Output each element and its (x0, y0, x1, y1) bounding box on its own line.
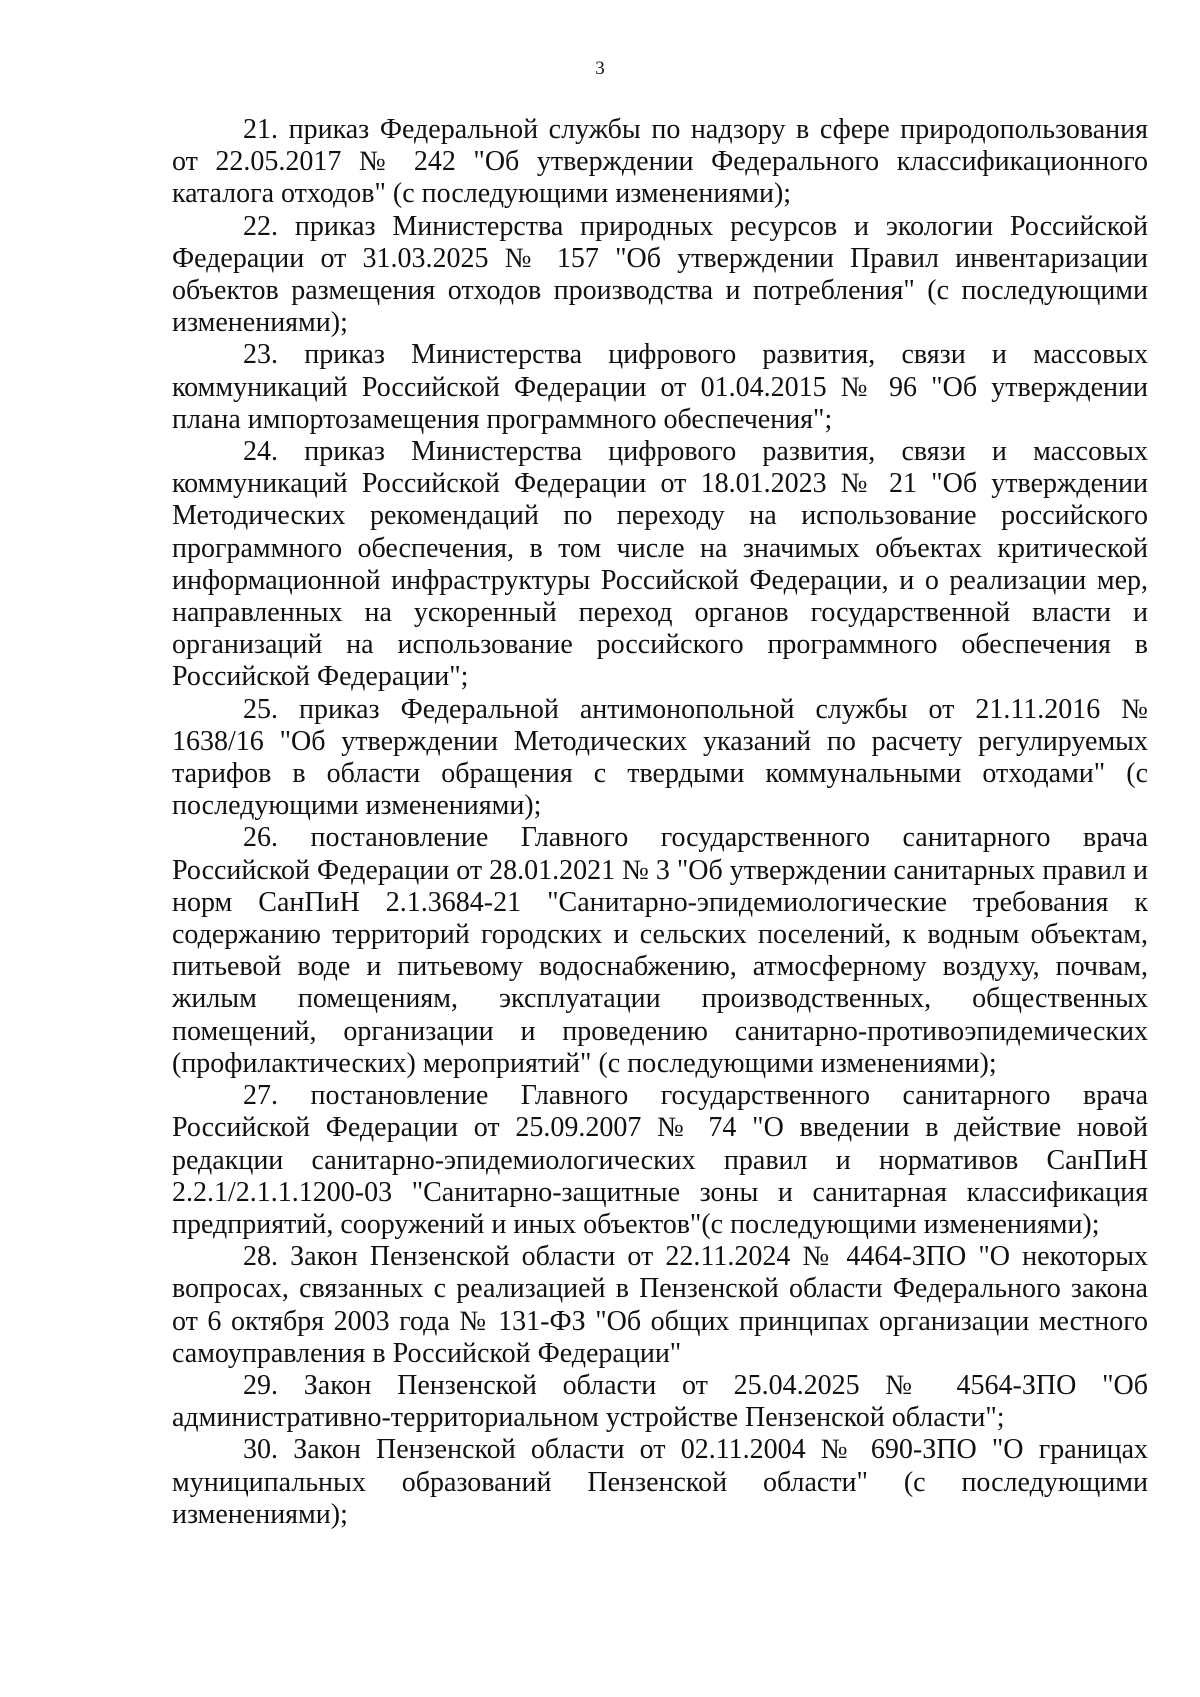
item-text: постановление Главного государственного санитарного врача Российской Федерации от 28.01.2021 № 3 "Об утверждении санитарных правил и норм СанПиН 2.1.3684-21 "Санитарно-эпидемиологические требования к содержанию территорий городских и сельских поселений, к водным объектам, питьевой воде и питьевому водоснабжению, атмосферному воздуху, почвам, жилым помещениям, эксплуатации производственных, общественных помещений, организации и проведению санитарно-противоэпидемических (профилактических) мероприятий" (с последующими изменениями); (172, 822, 1149, 1079)
list-item (172, 1370, 1148, 1434)
item-text: приказ Министерства природных ресурсов и экологии Российской Федерации от 31.03.2025 № 157 "Об утверждении Правил инвентаризации объектов размещения отходов производства и потребления" (с последующими изменениями); (172, 210, 1148, 339)
item-number: 25. (243, 693, 278, 725)
list-item (172, 339, 1148, 436)
list-item (172, 694, 1148, 823)
item-text: приказ Федеральной антимонопольной службы от 21.11.2016 № 1638/16 "Об утверждении Методических указаний по расчету регулируемых тарифов в области обращения с твердыми коммунальными отходами" (с последующими изменениями); (172, 693, 1148, 822)
item-text: Закон Пензенской области от 02.11.2004 № 690-ЗПО "О границах муниципальных образований Пензенской области" (с последующими изменениями); (172, 1434, 1149, 1530)
item-text: постановление Главного государственного санитарного врача Российской Федерации от 25.09.2007 № 74 "О введении в действие новой редакции санитарно-эпидемиологических правил и нормативов СанПиН 2.2.1/2.1.1.1200-03 "Санитарно-защитные зоны и санитарная классификация предприятий, сооружений и иных объектов"(с последующими изменениями); (172, 1080, 1149, 1240)
list-item (172, 1434, 1148, 1531)
list-item (172, 822, 1148, 1080)
list-item (172, 1080, 1148, 1241)
item-number: 29. (243, 1369, 278, 1401)
list-item (172, 211, 1148, 340)
item-text: приказ Министерства цифрового развития, связи и массовых коммуникаций Российской Федерации от 01.04.2015 № 96 "Об утверждении плана импортозамещения программного обеспечения"; (172, 339, 1148, 435)
item-text: Закон Пензенской области от 25.04.2025 № 4564-ЗПО "Об административно-территориальном устройстве Пензенской области"; (172, 1369, 1148, 1434)
document-body (172, 114, 1148, 1531)
item-number: 30. (243, 1434, 278, 1466)
list-item (172, 1241, 1148, 1370)
list-item (172, 114, 1148, 211)
item-number: 28. (243, 1241, 278, 1273)
item-number: 26. (243, 822, 278, 854)
item-number: 22. (243, 210, 278, 242)
item-number: 24. (243, 436, 278, 468)
item-number: 23. (243, 339, 278, 371)
item-number: 27. (243, 1080, 278, 1112)
item-number: 21. (243, 114, 278, 145)
item-text: Закон Пензенской области от 22.11.2024 № 4464-ЗПО "О некоторых вопросах, связанных с реализацией в Пензенской области Федерального закона от 6 октября 2003 года № 131-ФЗ "Об общих принципах организации местного самоуправления в Российской Федерации" (172, 1241, 1149, 1369)
list-item (172, 436, 1148, 694)
page-number: 3 (595, 58, 605, 79)
item-text: приказ Федеральной службы по надзору в сфере природопользования от 22.05.2017 № 242 "Об утверждении Федерального классификационного каталога отходов" (с последующими изменениями); (172, 114, 1149, 210)
item-text: приказ Министерства цифрового развития, связи и массовых коммуникаций Российской Федерации от 18.01.2023 № 21 "Об утверждении Методических рекомендаций по переходу на использование российского программного обеспечения, в том числе на значимых объектах критической информационной инфраструктуры Российской Федерации, и о реализации мер, направленных на ускоренный переход органов государственной власти и организаций на использование российского программного обеспечения в Российской Федерации"; (172, 436, 1148, 693)
